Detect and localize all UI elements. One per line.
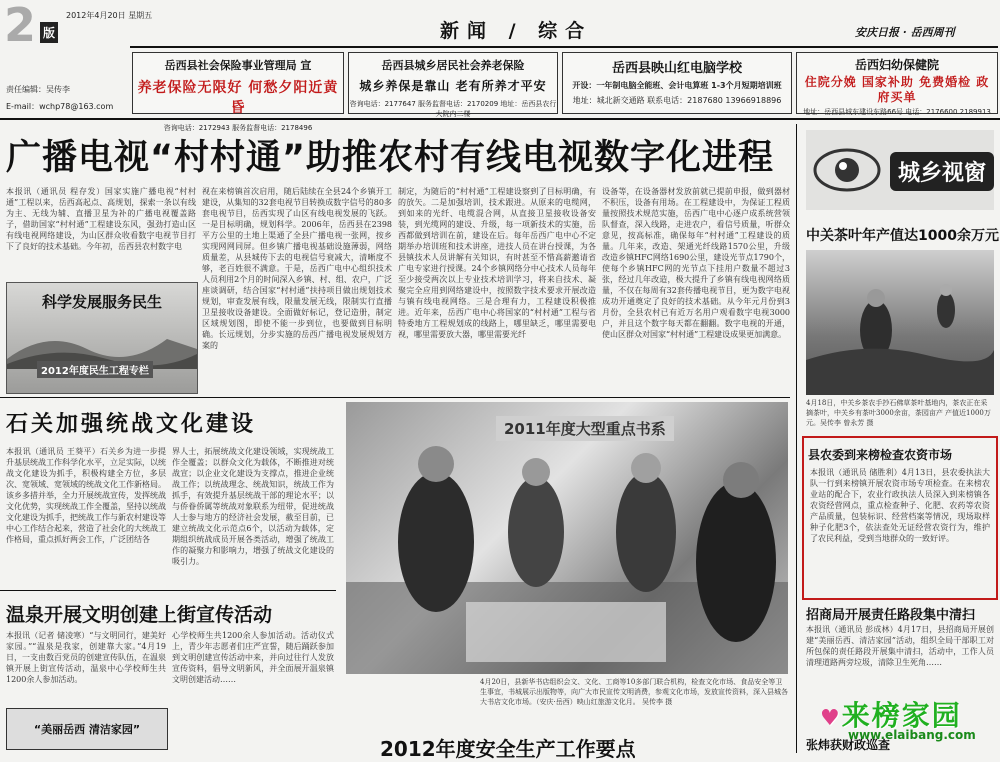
page-label: 版 [40,22,58,43]
urban-rural-banner [806,130,994,210]
article4-headline: 县农委到来榜检查农资市场 [808,448,953,462]
ads-rule [0,118,1000,120]
tea-headline: 中关茶叶年产值达1000余万元 [806,228,999,244]
email-line: E-mail：wchp78@163.com [6,102,114,111]
article2-headline: 石关加强统战文化建设 [6,412,257,437]
eye-icon [812,135,882,205]
science-box-title: 科学发展服务民生 [41,293,162,311]
science-box-subtitle: 2012年度民生工程专栏 [37,361,153,378]
photo-caption: 4月20日，县新华书店组织会文、文化、工商等10多部门联合机构，检查文化市场、食品安全等卫生事宜，书城展示出版物等，向广大市民宣传文明消费，参观文化市场，发放宣传资料，深入县城各大书店文化市场。（安庆·岳西）映山红旅游文化月。 吴传李 摄 [480,678,788,706]
article2-col1: 本报讯（通讯员 王葵平）石关乡为进一步提升基层统战工作科学化水平，立足实际，以统战文化建设为抓手，积极构建全方位，多层次、宽领域、宽领域的统战文化工作新格局。该乡多措并举，全力开展统战宣传，发挥统战文化优势，实现统战工作全覆盖，坚持以统战文化建设为抓手，把统战工作与新农村建设等中心工作结合起来，营造了社会化的大统战工作格局，重点抓好两会工作，广泛团结各 [6,447,166,544]
header-rule [130,46,998,48]
ad-pension: 岳西县城乡居民社会养老保险 城乡养保是靠山 老有所养才平安 咨询电话：2177647 服务监督电话：2170209 地址：岳西县农行大院内二楼 [348,52,558,114]
photo-credit: 吴传李 摄 [641,698,673,706]
paper-name: 安庆日报 · 岳西周刊 [855,26,955,39]
ad-computer-school: 岳西县映山红电脑学校 开设：一年制电脑全能班、会计电算班 1-3个月短期培训班 地址：城北新交通路 联系电话：2187680 13966918896 [562,52,792,114]
sidebar-banner-text: 城乡视窗 [890,152,994,191]
issue-date: 2012年4月20日 星期五 [66,11,153,20]
watermark-url: www.elaibang.com [848,728,976,742]
ad-maternity-hospital: 岳西妇幼保健院 住院分娩 国家补助 免费婚检 政府买单 地址：岳西县城东建设东路66号 电话：2176600 2189913 [796,52,998,114]
main-article-col1: 本报讯（通讯员 程存发）国家实施广播电视“村村通”工程以来，岳西高起点、高规划，探索一条以有线为主、无线为辅、直播卫星为补的广播电视覆盖路子，借助国家“村村通”工程建设东风，强劲打造山区有线电视网络建设，为山区群众收看数字电视节目打下了良好的技术基础。今年初，岳西县农村数字电 [6,187,196,251]
science-development-box [6,282,198,394]
sidebar-divider [796,124,797,753]
article3-headline: 温泉开展文明创建上街宣传活动 [6,604,273,626]
article3-col2: 心学校师生共1200余人参加活动。活动仪式上，青少年志愿者们庄严宣誓，随后踊跃参加到文明创建宣传活动中来，并向过往行人发放宣传资料，倡导文明新风，并全面展开温泉镇文明创建活动…… [172,631,334,684]
main-article-col3: 制定，为随后的“村村通”工程建设察到了目标明确，有的放矢。二是加强培训，技术跟进。从原来的电缆网，到如来的光纤、电缆混合网，从直接卫星接收设备安装，到光缆网的建设、升级，每一项新技术的实施，岳西都做到培训在前，建设在后。每年岳西广电中心不定期举办培训班和技术讲座，进技人员在讲台授课，为各县镇技术人员讲解有关知识，有时甚至不惜高薪邀请省广电专家进行授课。24个乡镇网络分中心技术人员每年至少接受两次以上专业技术培训学习，将来自技术、凝聚完全应用到网络建设中，按照数字技术要求开展改造与镇有线电视网络。三是合理有力，工程建设积极推进。近年来，岳西广电中心将国家的“村村通”工程与省特委地方工程规划成的线路上，哪里缺乏，哪里需要电视，哪里需要放大器，哪里需要光纤 [398,187,596,339]
article2-col2: 界人士，拓展统战文化建设领域，实现统战工作全覆盖；以群众文化为载体，不断推进对统战宣；以企业文化建设为支撑点，推进企业统战工作；以统战理念、统战知识，统战工作为抓手，有效提升基层统战干部的理论水平；以与侨眷侨属等统战对象联系为纽带，促进统战人士参与地方的经济社会发展，截至目前，已建立统战文化示范点6个，以活动为载体，定期组织统战成员开展各类活动，增强了统战工作的凝聚力和影响力，增强了统战文化建设的吸引力。 [172,447,334,566]
ad-social-insurance: 岳西县社会保险事业管理局 宣 养老保险无限好 何愁夕阳近黄昏 咨询电话：2172943 服务监督电话：2178496 [132,52,344,114]
bottom-headline: 2012年度安全生产工作要点 [380,737,636,761]
bookstore-photo [346,402,788,674]
agri-inspection-box [802,436,998,600]
article3-col1: 本报讯（记者 储凌寒）“与文明同行，建美好家园。”“温泉是我家，创建靠大家。”4月19日，一支由数百党员的创建宣传队伍，在温泉镇开展上街宣传活动，温泉中心学校师生共1200余人参加活动。 [6,631,166,684]
main-article-col2: 视在来榜镇首次启用，随后陆续在全县24个乡镇开工建设，从集知的32套电视节目转换成数字信号的80多套电视节目，岳西实现了山区有线电视发展的飞跃。一是目标明确，规划科学。2006年，岳西县在2398平方公里的土地上渠通了全县广播电视一张网，按乡实现网网同屏。但乡镇广播电视基础设施薄弱，网络质量差，从县城传下去的电视信号衰减大，清晰度不够，老百姓很不满意。于是，岳西广电中心组织技术人员利用2个月的时间深入乡镇、村、组、农户，广泛座谈调研，结合国家“村村通”扶持项目做出规划技术规划，审查发展有线，限量发展无线，限制实行直播卫星接收设备建设。全面做好标记，登记造册，制定区域规划图，即使不能一步到位，也要做到目标明确。长远规划，分步实施的岳西广播电视发展规划方案的 [202,187,392,350]
article2-rule [0,590,336,591]
article5-headline: 招商局开展责任路段集中清扫 [806,608,976,623]
editor-line: 责任编辑：吴传李 [6,85,70,94]
section-title: 新闻 / 综合 [440,20,593,42]
photo-banner: 2011年度大型重点书系 [496,416,674,441]
watermark-heart-icon: ♥ [820,706,842,731]
section-rule [0,397,790,398]
article5-body: 本报讯（通讯员 彭成林）4月17日，县招商局开展创建“美丽岳西、清洁家园”活动，组织全局干部职工对所包保的责任路段开展集中清扫，活动中，工作人员清理道路两旁垃圾，清除卫生死角…… [806,625,994,667]
tea-caption: 4月18日，中关乡茶农手抄石佛草茶叶基地内，茶农正在采摘茶叶，中关乡有茶叶3000余亩，茶园亩产 产值近1000万元。吴传李 曾永芳 摄 [806,399,991,427]
main-headline: 广播电视“村村通”助推农村有线电视数字化进程 [6,138,775,178]
watermark-logo: ♥来榜家园 [820,699,962,732]
page-number: 2 [4,0,37,52]
article4-body: 本报讯（通讯员 储胜利）4月13日，县农委执法大队一行到来榜镇开展农资市场专项检查。在来榜农业站的配合下，农业行政执法人员深入到来榜镇各农资经营网点，重点检查种子、化肥、农药等农资产品质量，包装标识、经营档案等情况，现场取样种子化肥3个，依法查处无证经营农资行为，维护了农民利益，受到当地群众的一致好评。 [810,468,990,543]
tea-pickers [806,250,994,395]
tea-photo [806,250,994,395]
bottom-right-headline: 张炜获财政巡查 [806,738,891,752]
photo-figures [346,402,788,674]
main-article-col4: 设备等，在设备器材发放前就已提前申报，做到器材不积压，设备有用场。在工程建设中，为保证工程质量按照技术规范实施，岳西广电中心逐户成系统营领队督查，深入线路，走进农户，看信号质量，听群众意见，按高标准，确保每年“村村通”工程建设的质量。几年来，改造、架通光纤线路1570公里，升级改造乡镇HFC网络1690公里，建设光节点1790个，使每个乡镇HFC网的光节点下挂用户数量不超过3张，经过几年改造，极大提升了乡镇有线电视网络质量，不仅在每周有32套传播电视节目，更为数字电视成功开通奠定了良好的技术基础。从今年元月份到3月份，全县农村已有近万名用户观看数字电视3000户，并且这个数字每天都在翻翻。数字电视的开通，使山区群众对国家“村村通”工程建设成果更加满意。 [602,187,790,339]
beauty-yuexi-banner: “美丽岳西 清洁家园” [6,708,168,750]
